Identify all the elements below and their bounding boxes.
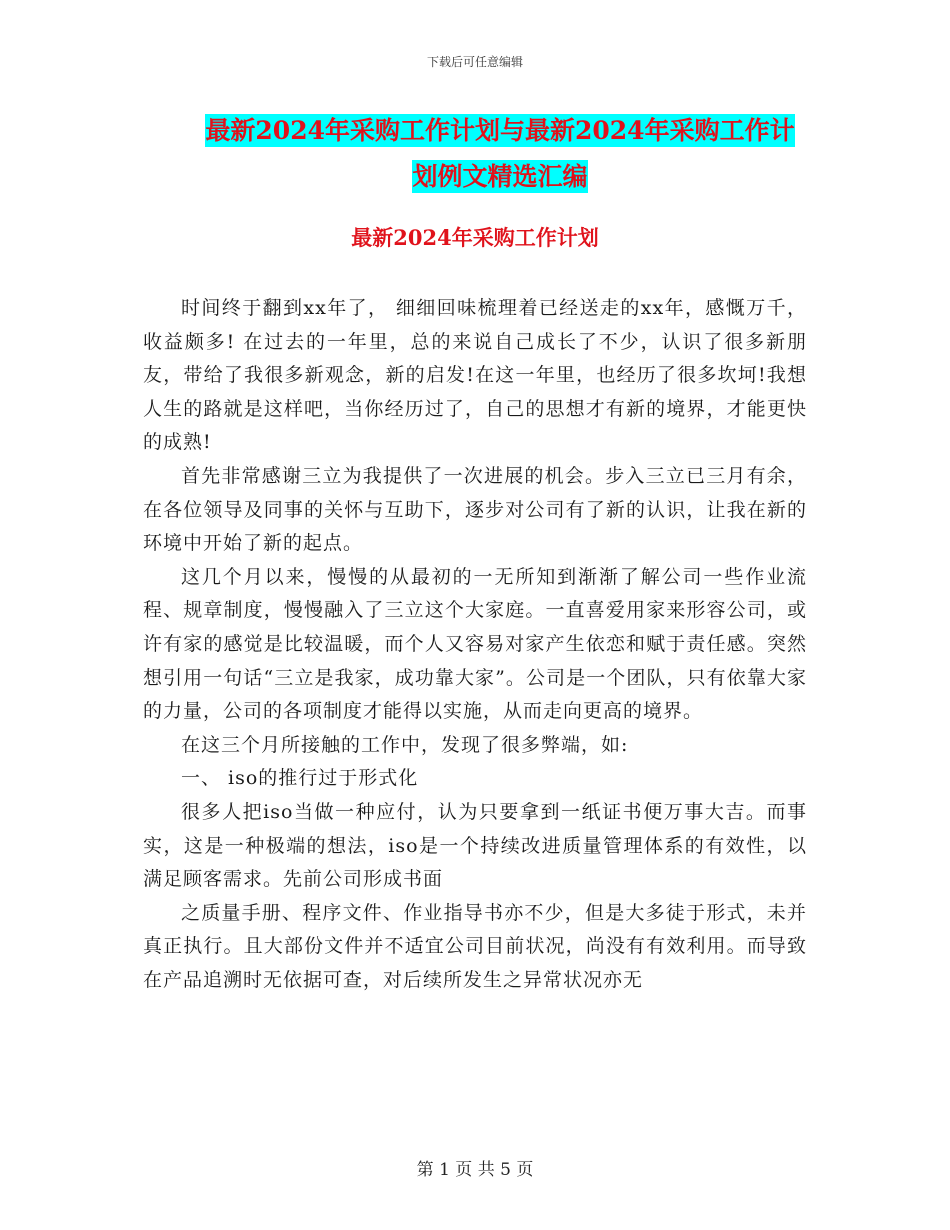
document-title — [140, 108, 860, 200]
paragraph: 在这三个月所接触的工作中，发现了很多弊端，如: — [181, 733, 629, 756]
paragraph: 之质量手册、程序文件、作业指导书亦不少，但是大多徒于形式，未并真正执行。且大部份文件并不适宜公司目前状况，尚没有有效利用。而导致在产品追溯时无依据可查，对后续所发生之异常状况亦无 — [143, 901, 807, 991]
paragraph: 时间终于翻到xx年了， 细细回味梳理着已经送走的xx年，感慨万千，收益颇多! 在过去的一年里，总的来说自己成长了不少，认识了很多新朋友，带给了我很多新观念，新的启发!在这一年里，也经历了很多坎坷!我想人生的路就是这样吧，当你经历过了，自己的思想才有新的境界，才能更快的成熟! — [143, 297, 807, 454]
page-number: 第 1 页 共 5 页 — [416, 1160, 534, 1180]
paragraph: 首先非常感谢三立为我提供了一次进展的机会。步入三立已三月有余，在各位领导及同事的关怀与互助下，逐步对公司有了新的认识，让我在新的环境中开始了新的起点。 — [143, 464, 807, 555]
list-heading: 一、 iso的推行过于形式化 — [181, 767, 419, 790]
paragraph: 很多人把iso当做一种应付，认为只要拿到一纸证书便万事大吉。而事实，这是一种极端的想法，iso是一个持续改进质量管理体系的有效性，以满足顾客需求。先前公司形成书面 — [143, 800, 807, 891]
document-title-line1: 最新2024年采购工作计划与最新2024年采购工作计 — [205, 116, 795, 145]
header-note: 下载后可任意编辑 — [426, 55, 523, 69]
section-title: 最新2024年采购工作计划 — [351, 225, 599, 250]
paragraph: 这几个月以来，慢慢的从最初的一无所知到渐渐了解公司一些作业流程、规章制度，慢慢融入了三立这个大家庭。一直喜爱用家来形容公司，或许有家的感觉是比较温暖，而个人又容易对家产生依恋和赋于责任感。突然想引用一句话“三立是我家，成功靠大家”。公司是一个团队，只有依靠大家的力量，公司的各项制度才能得以实施，从而走向更高的境界。 — [143, 565, 807, 723]
document-title-line2: 划例文精选汇编 — [412, 162, 588, 191]
document-body — [143, 292, 807, 997]
